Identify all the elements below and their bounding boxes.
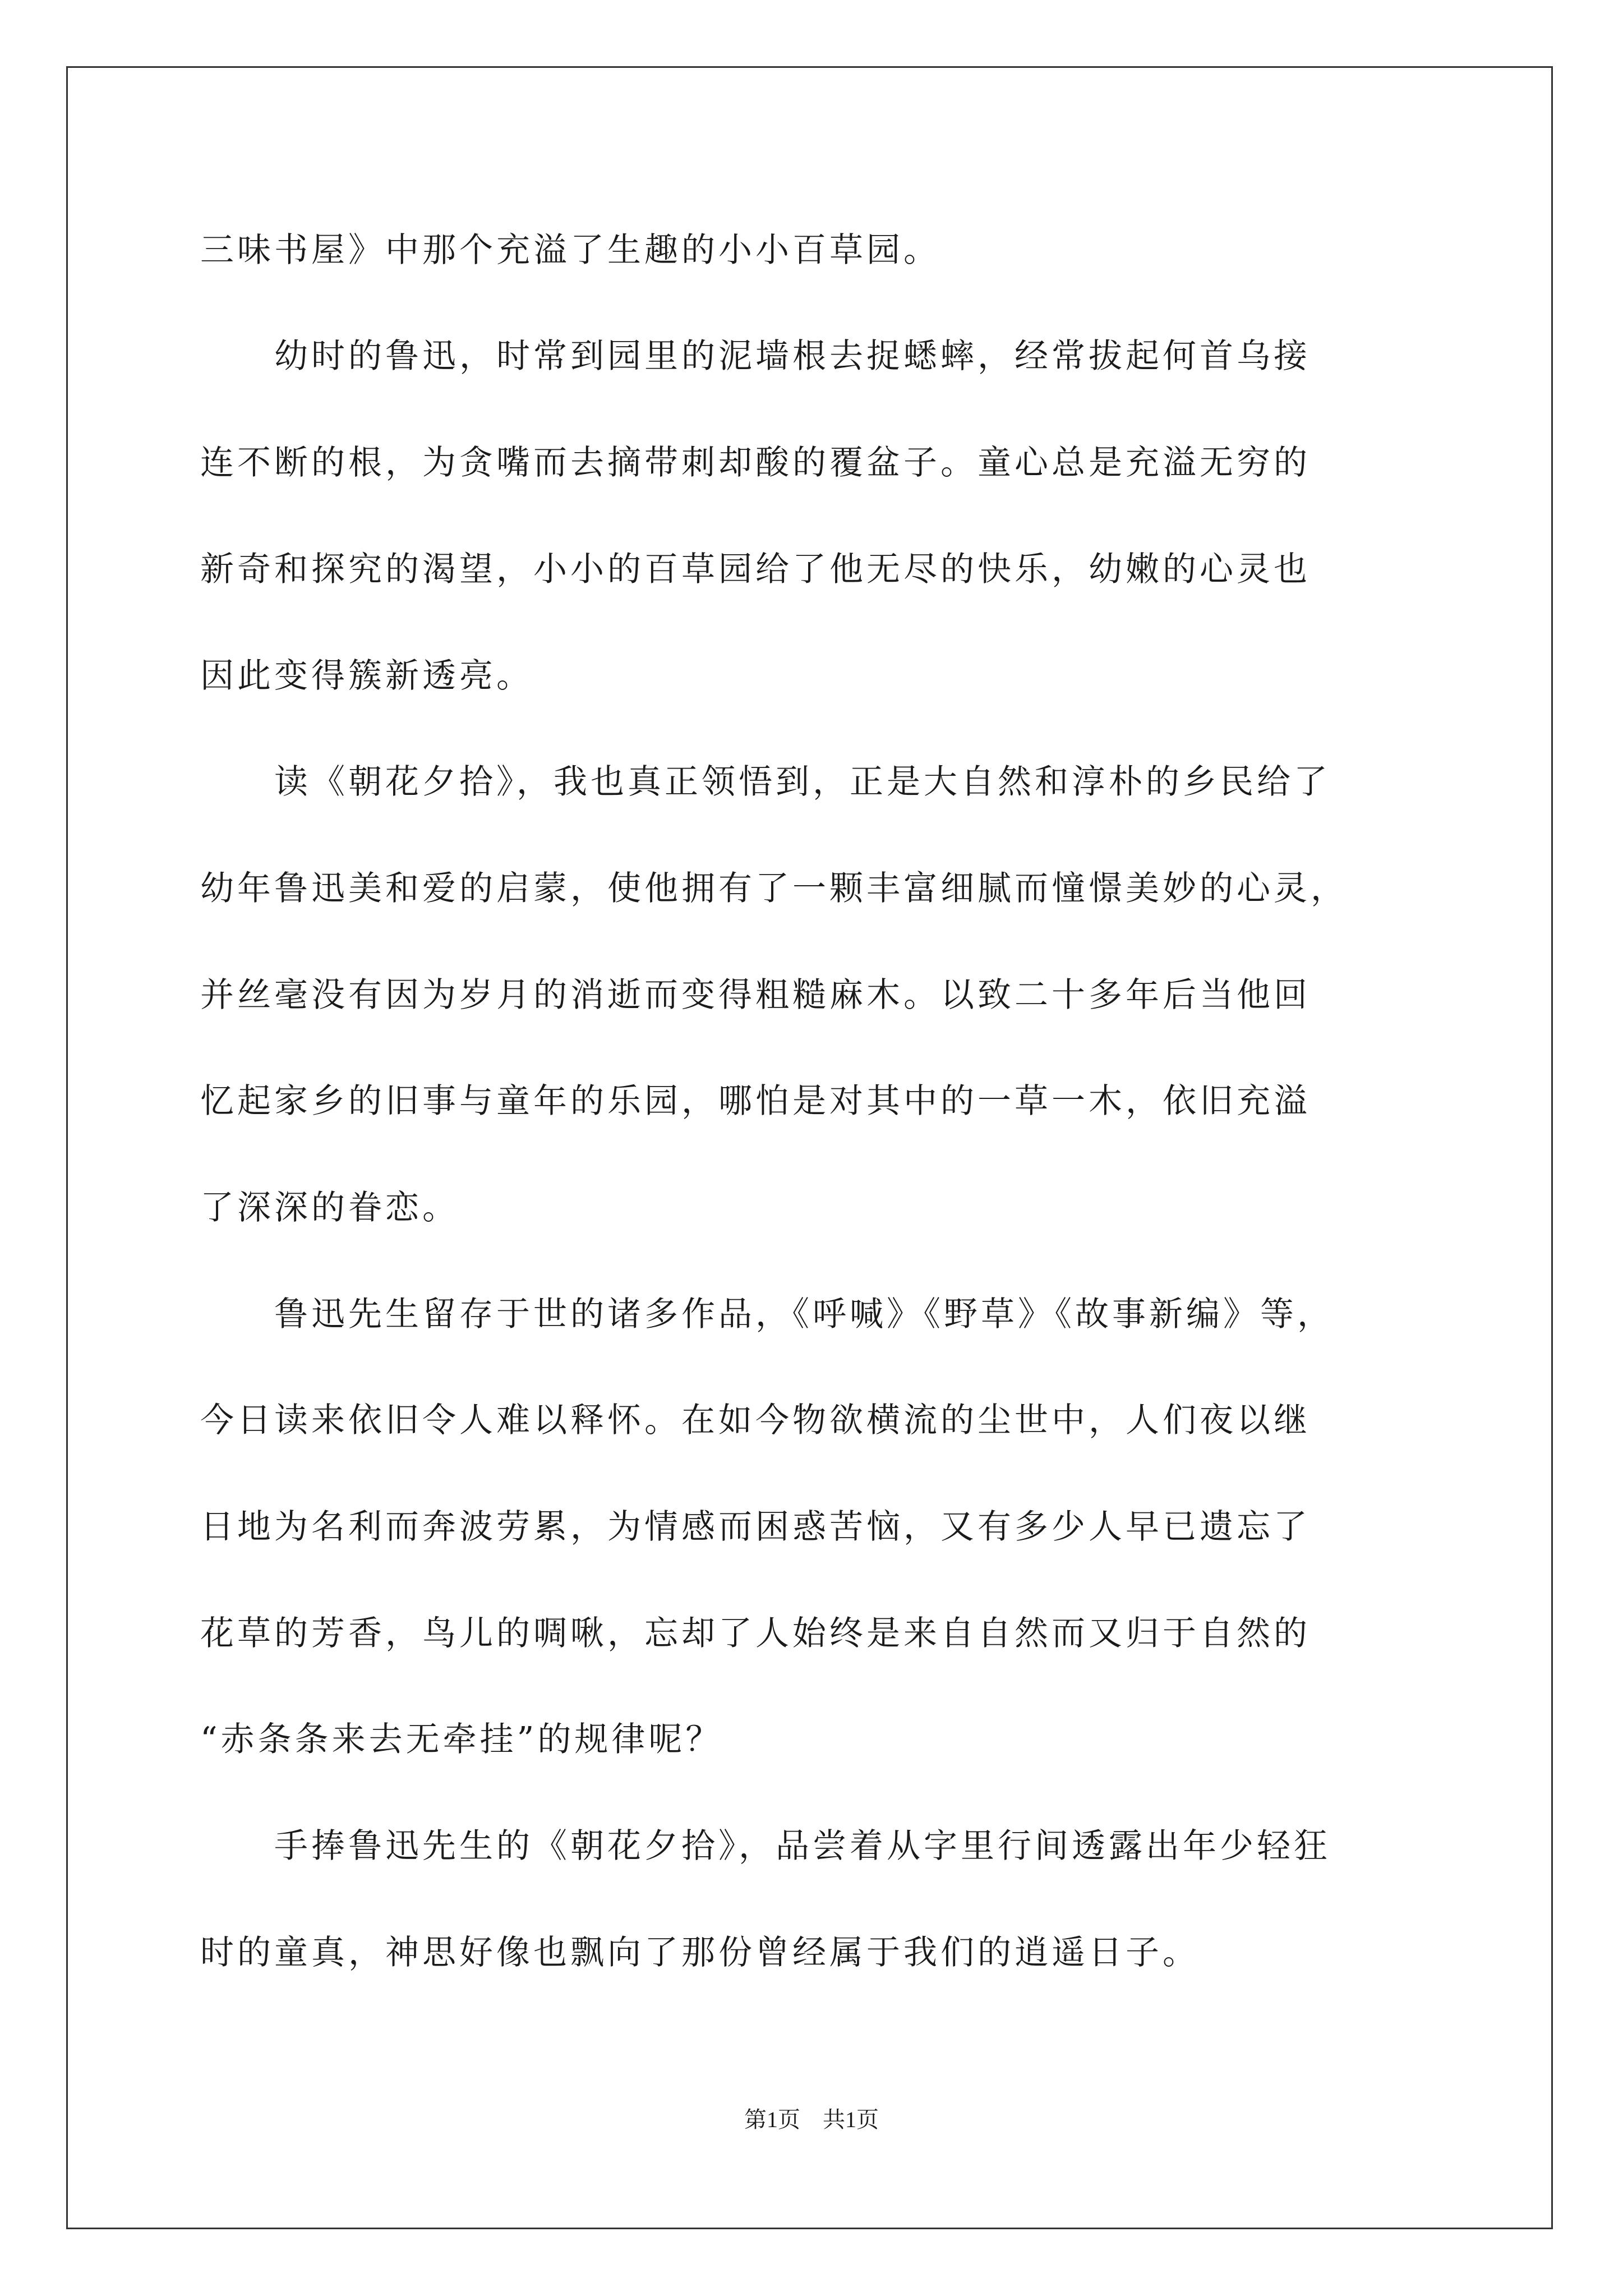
text-line: 连不断的根，为贪嘴而去摘带刺却酸的覆盆子。童心总是充溢无穷的	[200, 443, 1311, 482]
text-line: 幼年鲁迅美和爱的启蒙，使他拥有了一颗丰富细腻而憧憬美妙的心灵，	[200, 869, 1348, 908]
text-line: 时的童真，神思好像也飘向了那份曾经属于我们的逍遥日子。	[200, 1933, 1200, 1972]
page-footer: 第1页 共1页	[744, 2107, 879, 2132]
text-line: 三味书屋》中那个充溢了生趣的小小百草园。	[200, 231, 940, 270]
text-line: 读《朝花夕拾》，我也真正领悟到，正是大自然和淳朴的乡民给了	[200, 762, 1331, 802]
text-line: 因此变得簇新透亮。	[200, 656, 533, 696]
text-line: 忆起家乡的旧事与童年的乐园，哪怕是对其中的一草一木，依旧充溢	[200, 1082, 1311, 1121]
text-line: 鲁迅先生留存于世的诸多作品，《呼喊》《野草》《故事新编》等，	[200, 1295, 1334, 1334]
text-line: 幼时的鲁迅，时常到园里的泥墙根去捉蟋蟀，经常拔起何首乌接	[200, 337, 1311, 376]
text-line: 新奇和探究的渴望，小小的百草园给了他无尽的快乐，幼嫩的心灵也	[200, 550, 1311, 589]
text-line: 了深深的眷恋。	[200, 1188, 459, 1227]
text-line: “赤条条来去无牵挂”的规律呢？	[200, 1720, 723, 1759]
text-line: 并丝毫没有因为岁月的消逝而变得粗糙麻木。以致二十多年后当他回	[200, 976, 1311, 1015]
page-border	[66, 66, 1553, 2229]
text-line: 手捧鲁迅先生的《朝花夕拾》，品尝着从字里行间透露出年少轻狂	[200, 1826, 1331, 1866]
text-line: 花草的芳香，鸟儿的啁啾，忘却了人始终是来自自然而又归于自然的	[200, 1614, 1311, 1653]
text-line: 今日读来依旧令人难以释怀。在如今物欲横流的尘世中，人们夜以继	[200, 1401, 1311, 1440]
text-line: 日地为名利而奔波劳累，为情感而困惑苦恼，又有多少人早已遗忘了	[200, 1507, 1311, 1547]
